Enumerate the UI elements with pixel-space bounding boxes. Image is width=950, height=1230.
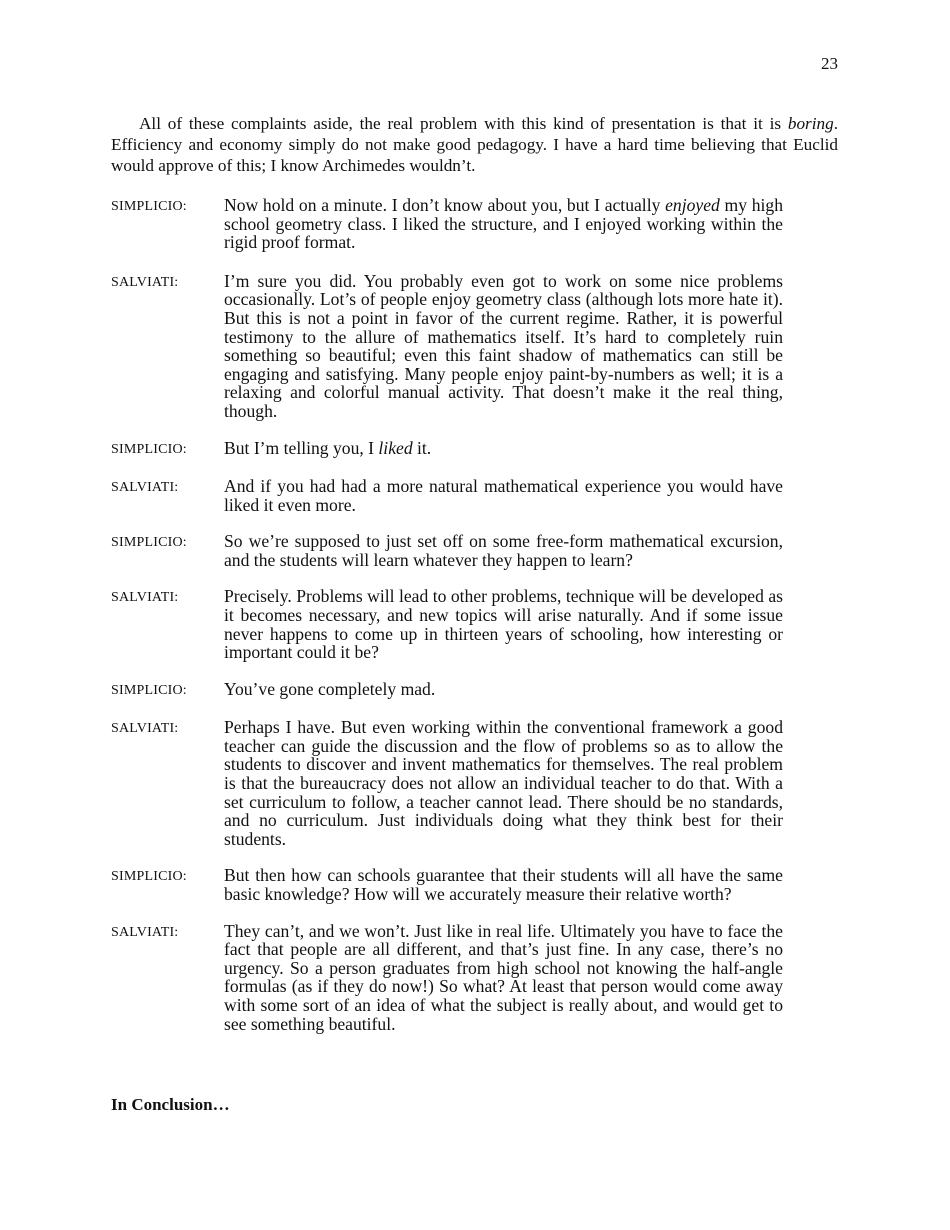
dialogue-exchange [111,866,783,903]
speech-text [224,718,783,848]
speaker-label: SIMPLICIO: [111,682,187,698]
dialogue-exchange [111,532,783,569]
speech-segment: Now hold on a minute. I don’t know about you, but I actually [224,195,666,215]
speech-segment: I’m sure you did. You probably even got to work on some nice problems occasionally. Lot’s of people enjoy geometry class (although lots more hate it). But this is not a point in favor of the current regime. Rather, it is powerful testimony to the allure of mathematics itself. It’s hard to completely ruin something so beautiful; even this faint shadow of mathematics can still be engaging and satisfying. Many people enjoy paint-by-numbers as well; it is a relaxing and colorful manual activity. That doesn’t make it the real thing, though. [224,270,783,421]
speech-text [224,477,783,514]
speech-text [224,680,783,699]
speech-segment: But then how can schools guarantee that their students will all have the same basic knowledge? How will we accurately measure their relative worth? [224,865,783,905]
dialogue-exchange [111,196,783,252]
dialogue [111,196,783,1033]
speaker-label: SALVIATI: [111,590,179,606]
dialogue-exchange [111,680,783,701]
speech-emphasis: liked [378,437,413,458]
speech-text [224,866,783,903]
speaker-label: SALVIATI: [111,480,179,496]
speaker-label: SALVIATI: [111,274,179,290]
speaker-label: SIMPLICIO: [111,441,187,457]
speaker-label: SALVIATI: [111,721,179,737]
intro-paragraph [111,113,838,176]
speaker-label: SIMPLICIO: [111,535,187,551]
dialogue-exchange [111,587,783,661]
speech-text [224,196,783,252]
speech-segment: And if you had had a more natural mathematical experience you would have liked it even more. [224,476,783,515]
intro-emphasis: boring [787,114,834,133]
dialogue-exchange [111,922,783,1034]
dialogue-exchange [111,272,783,421]
speech-emphasis: enjoyed [665,195,720,215]
speech-segment: Precisely. Problems will lead to other problems, technique will be developed as it becomes necessary, and new topics will arise naturally. And if some issue never happens to come up in thirteen years of schooling, how interesting or important could it be? [224,586,783,663]
speech-text [224,587,783,661]
speech-segment: Perhaps I have. But even working within the conventional framework a good teacher can guide the discussion and the flow of problems so as to allow the students to discover and invent mathematics for themselves. The real problem is that the bureaucracy does not allow an individual teacher to do that. With a set curriculum to follow, a teacher cannot lead. There should be no standards, and no curriculum. Just individuals doing what they think best for their students. [224,717,783,849]
speech-text [224,532,783,569]
speaker-label: SALVIATI: [111,924,179,940]
speaker-label: SIMPLICIO: [111,869,187,885]
dialogue-exchange [111,477,783,514]
dialogue-exchange [111,718,783,848]
speech-segment: But I’m telling you, I [224,437,379,458]
page-number: 23 [821,54,838,73]
intro-text-continued: . Efficiency and economy simply do not make good pedagogy. I have a hard time believing that Euclid would approve of this; I know Archimedes wouldn’t. [111,114,838,175]
speech-segment: my high school geometry class. I liked the structure, and I enjoyed working within the rigid proof format. [224,195,783,253]
speaker-label: SIMPLICIO: [111,199,187,214]
intro-text: All of these complaints aside, the real problem with this kind of presentation is that it is [139,114,788,133]
speech-segment: So we’re supposed to just set off on some free-form mathematical excursion, and the students will learn whatever they happen to learn? [224,531,783,570]
speech-text [224,439,783,458]
dialogue-exchange [111,439,783,460]
section-heading: In Conclusion… [111,1095,230,1114]
speech-segment: You’ve gone completely mad. [224,678,436,699]
speech-text [224,922,783,1034]
speech-text [224,272,783,421]
speech-segment: They can’t, and we won’t. Just like in real life. Ultimately you have to face the fact that people are all different, and that’s just fine. In any case, there’s no urgency. So a person graduates from high school not knowing the half-angle formulas (as if they do now!) So what? At least that person would come away with some sort of an idea of what the subject is really about, and would get to see something beautiful. [224,920,783,1034]
speech-segment: it. [412,437,432,458]
